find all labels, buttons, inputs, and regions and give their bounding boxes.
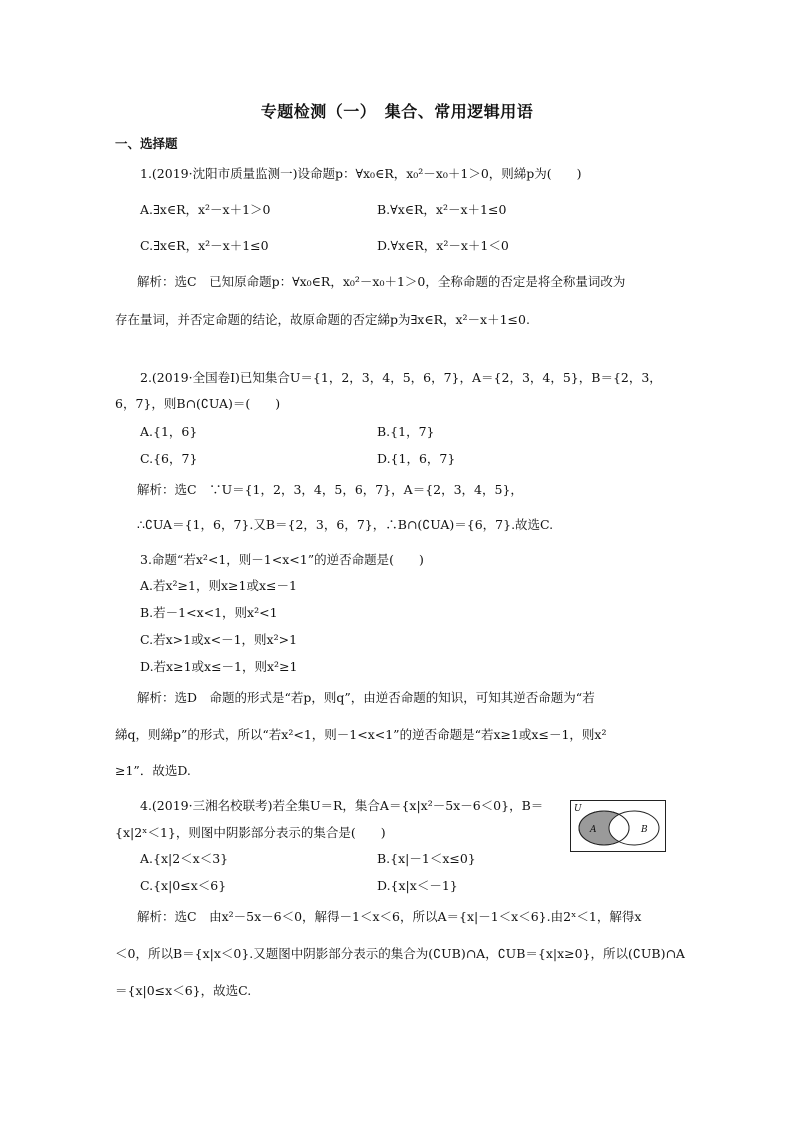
q2-option-c: C.{6，7} — [140, 451, 198, 466]
q2-solution-line1: 解析：选C ∵U＝{1，2，3，4，5，6，7}，A＝{2，3，4，5}， — [137, 482, 523, 497]
q4-solution-line3: ＝{x|0≤x＜6}，故选C. — [115, 983, 252, 998]
q4-stem-line1: 4.(2019·三湘名校联考)若全集U＝R，集合A＝{x|x²－5x－6＜0}，B＝ — [140, 798, 544, 813]
q2-option-d: D.{1，6，7} — [377, 451, 456, 466]
q2-solution-line2: ∴∁UA＝{1，6，7}.又B＝{2，3，6，7}，∴B∩(∁UA)＝{6，7}.故选C. — [137, 517, 554, 532]
q1-option-c: C.∃x∈R，x²－x＋1≤0 — [140, 238, 269, 253]
q1-solution-line1: 解析：选C 已知原命题p：∀x₀∈R，x₀²－x₀＋1＞0，全称命题的否定是将全称量词改为 — [137, 274, 626, 289]
q3-solution-line3: ≥1”．故选D. — [115, 763, 191, 778]
q3-option-b: B.若－1<x<1，则x²<1 — [140, 605, 278, 620]
q4-option-c: C.{x|0≤x＜6} — [140, 878, 227, 893]
q4-option-b: B.{x|－1＜x≤0} — [377, 851, 476, 866]
q2-option-a: A.{1，6} — [140, 424, 198, 439]
q2-stem-line2: 6，7}，则B∩(∁UA)＝( ) — [115, 396, 281, 411]
q2-stem-line1: 2.(2019·全国卷Ⅰ)已知集合U＝{1，2，3，4，5，6，7}，A＝{2，3，4，5}，B＝{2，3， — [140, 370, 662, 385]
q2-option-b: B.{1，7} — [377, 424, 435, 439]
q4-solution-line2: ＜0，所以B＝{x|x＜0}.又题图中阴影部分表示的集合为(∁UB)∩A，∁UB＝{x|x≥0}，所以(∁UB)∩A — [115, 946, 685, 961]
venn-label-u: U — [574, 804, 582, 814]
q1-option-a: A.∃x∈R，x²－x＋1＞0 — [140, 202, 271, 217]
q3-solution-line2: 綈q，则綈p”的形式，所以“若x²<1，则－1<x<1”的逆否命题是“若x≥1或x≤－1，则x² — [115, 727, 607, 742]
q1-stem: 1.(2019·沈阳市质量监测一)设命题p：∀x₀∈R，x₀²－x₀＋1＞0，则綈p为( ) — [140, 166, 582, 181]
q3-option-a: A.若x²≥1，则x≥1或x≤－1 — [140, 578, 297, 593]
q4-stem-line2: {x|2ˣ＜1}，则图中阴影部分表示的集合是( ) — [115, 825, 386, 840]
q4-option-d: D.{x|x＜－1} — [377, 878, 458, 893]
q1-solution-line2: 存在量词，并否定命题的结论，故原命题的否定綈p为∃x∈R，x²－x＋1≤0. — [115, 312, 530, 327]
section-heading: 一、选择题 — [115, 136, 178, 151]
q3-solution-line1: 解析：选D 命题的形式是“若p，则q”，由逆否命题的知识，可知其逆否命题为“若 — [137, 690, 595, 705]
venn-label-b: B — [641, 825, 648, 835]
venn-diagram — [570, 800, 666, 852]
q4-option-a: A.{x|2＜x＜3} — [140, 851, 229, 866]
page-title: 专题检测（一） 集合、常用逻辑用语 — [260, 102, 534, 121]
venn-label-a: A — [590, 825, 597, 835]
q3-option-d: D.若x≥1或x≤－1，则x²≥1 — [140, 659, 298, 674]
q1-option-b: B.∀x∈R，x²－x＋1≤0 — [377, 202, 507, 217]
q3-option-c: C.若x>1或x<－1，则x²>1 — [140, 632, 298, 647]
q4-solution-line1: 解析：选C 由x²－5x－6＜0，解得－1＜x＜6，所以A＝{x|－1＜x＜6}.由2ˣ＜1，解得x — [137, 909, 642, 924]
q3-stem: 3.命题“若x²<1，则－1<x<1”的逆否命题是( ) — [140, 552, 424, 567]
q1-option-d: D.∀x∈R，x²－x＋1＜0 — [377, 238, 509, 253]
